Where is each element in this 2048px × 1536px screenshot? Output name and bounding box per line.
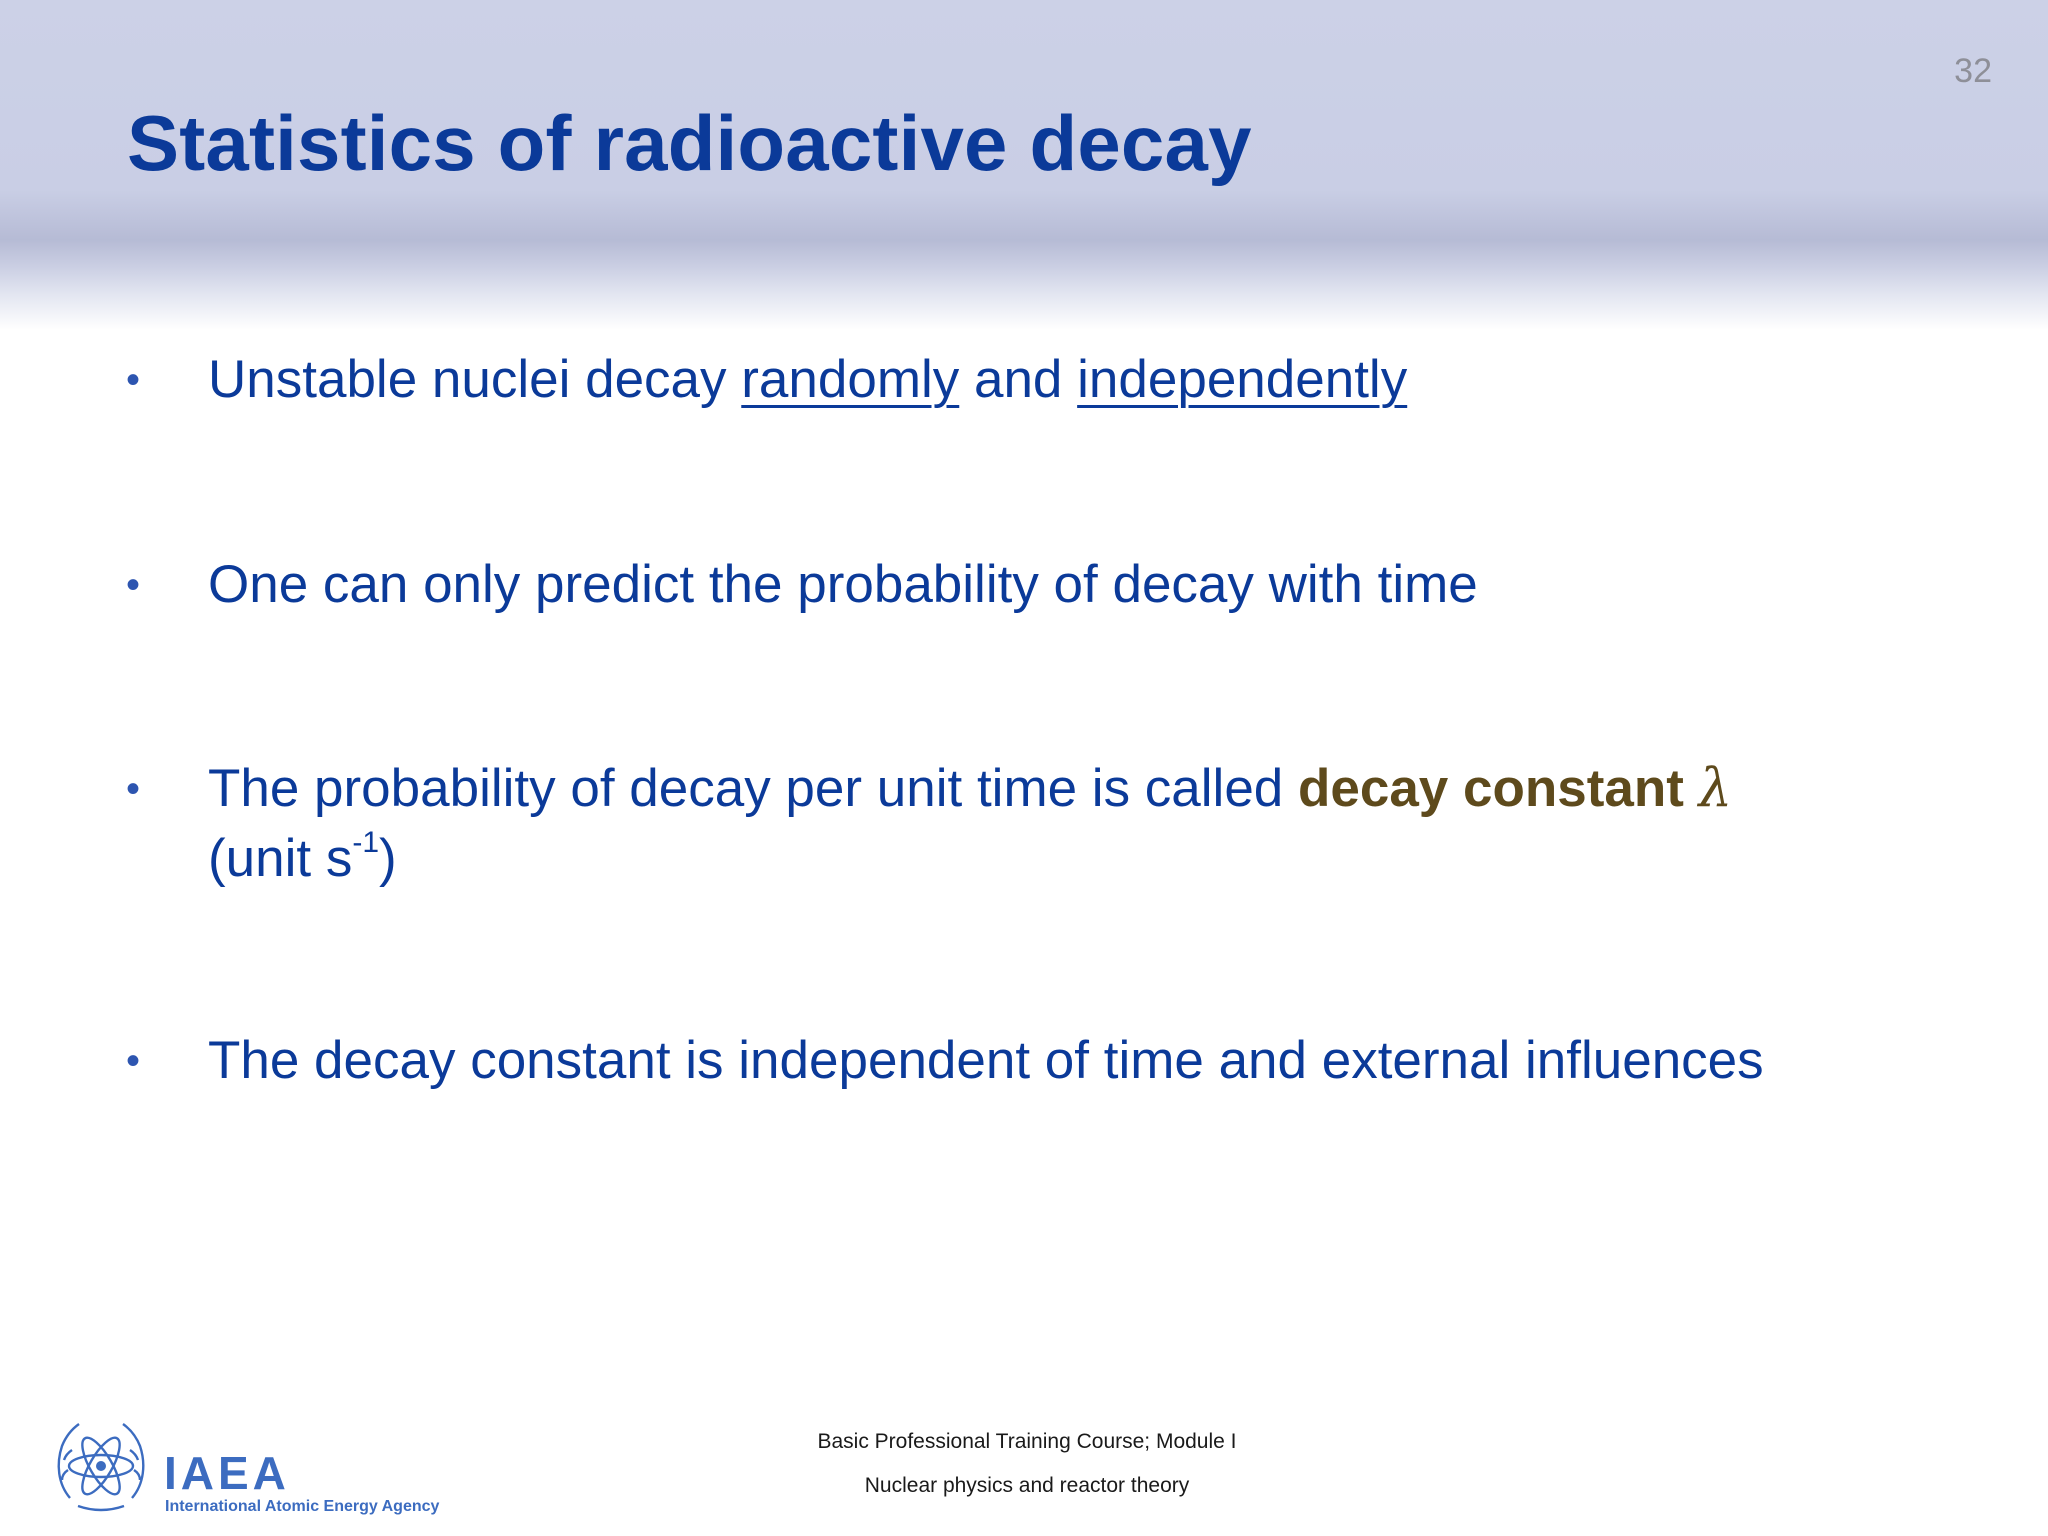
bullet-marker: • xyxy=(126,767,141,811)
bullet-text: The decay constant is independent of time and external influences xyxy=(208,1031,1764,1090)
highlighted-term-decay-constant: decay constant xyxy=(1298,759,1684,818)
bullet-text-part: The probability of decay per unit time is called xyxy=(208,759,1298,818)
bullet-text-part: Unstable nuclei decay xyxy=(208,350,742,409)
slide-footer xyxy=(0,1400,2048,1536)
iaea-logo xyxy=(48,1414,468,1524)
bullet-text: One can only predict the probability of decay with time xyxy=(208,555,1478,614)
logo-subtitle: International Atomic Energy Agency xyxy=(165,1498,440,1515)
logo-name: IAEA xyxy=(164,1447,290,1499)
underlined-term-independently: independently xyxy=(1077,350,1408,409)
slide-title: Statistics of radioactive decay xyxy=(127,99,1252,187)
bullet-text-part: and xyxy=(959,350,1078,409)
unit-suffix: ) xyxy=(379,829,397,888)
bullet-marker: • xyxy=(126,358,141,402)
bullet-marker: • xyxy=(126,563,141,607)
bullet-text xyxy=(208,754,1928,894)
bullet-marker: • xyxy=(126,1039,141,1083)
underlined-term-randomly: randomly xyxy=(741,350,960,409)
footer-module-name: Nuclear physics and reactor theory xyxy=(864,1474,1190,1497)
bullet-text xyxy=(208,345,1928,415)
iaea-atom-wreath-icon xyxy=(48,1414,154,1520)
footer-course-name: Basic Professional Training Course; Module I xyxy=(817,1430,1237,1453)
lambda-symbol: λ xyxy=(1698,758,1733,819)
unit-exponent: -1 xyxy=(352,826,380,859)
slide-number: 32 xyxy=(1954,52,1992,90)
unit-label: (unit s xyxy=(208,829,353,888)
